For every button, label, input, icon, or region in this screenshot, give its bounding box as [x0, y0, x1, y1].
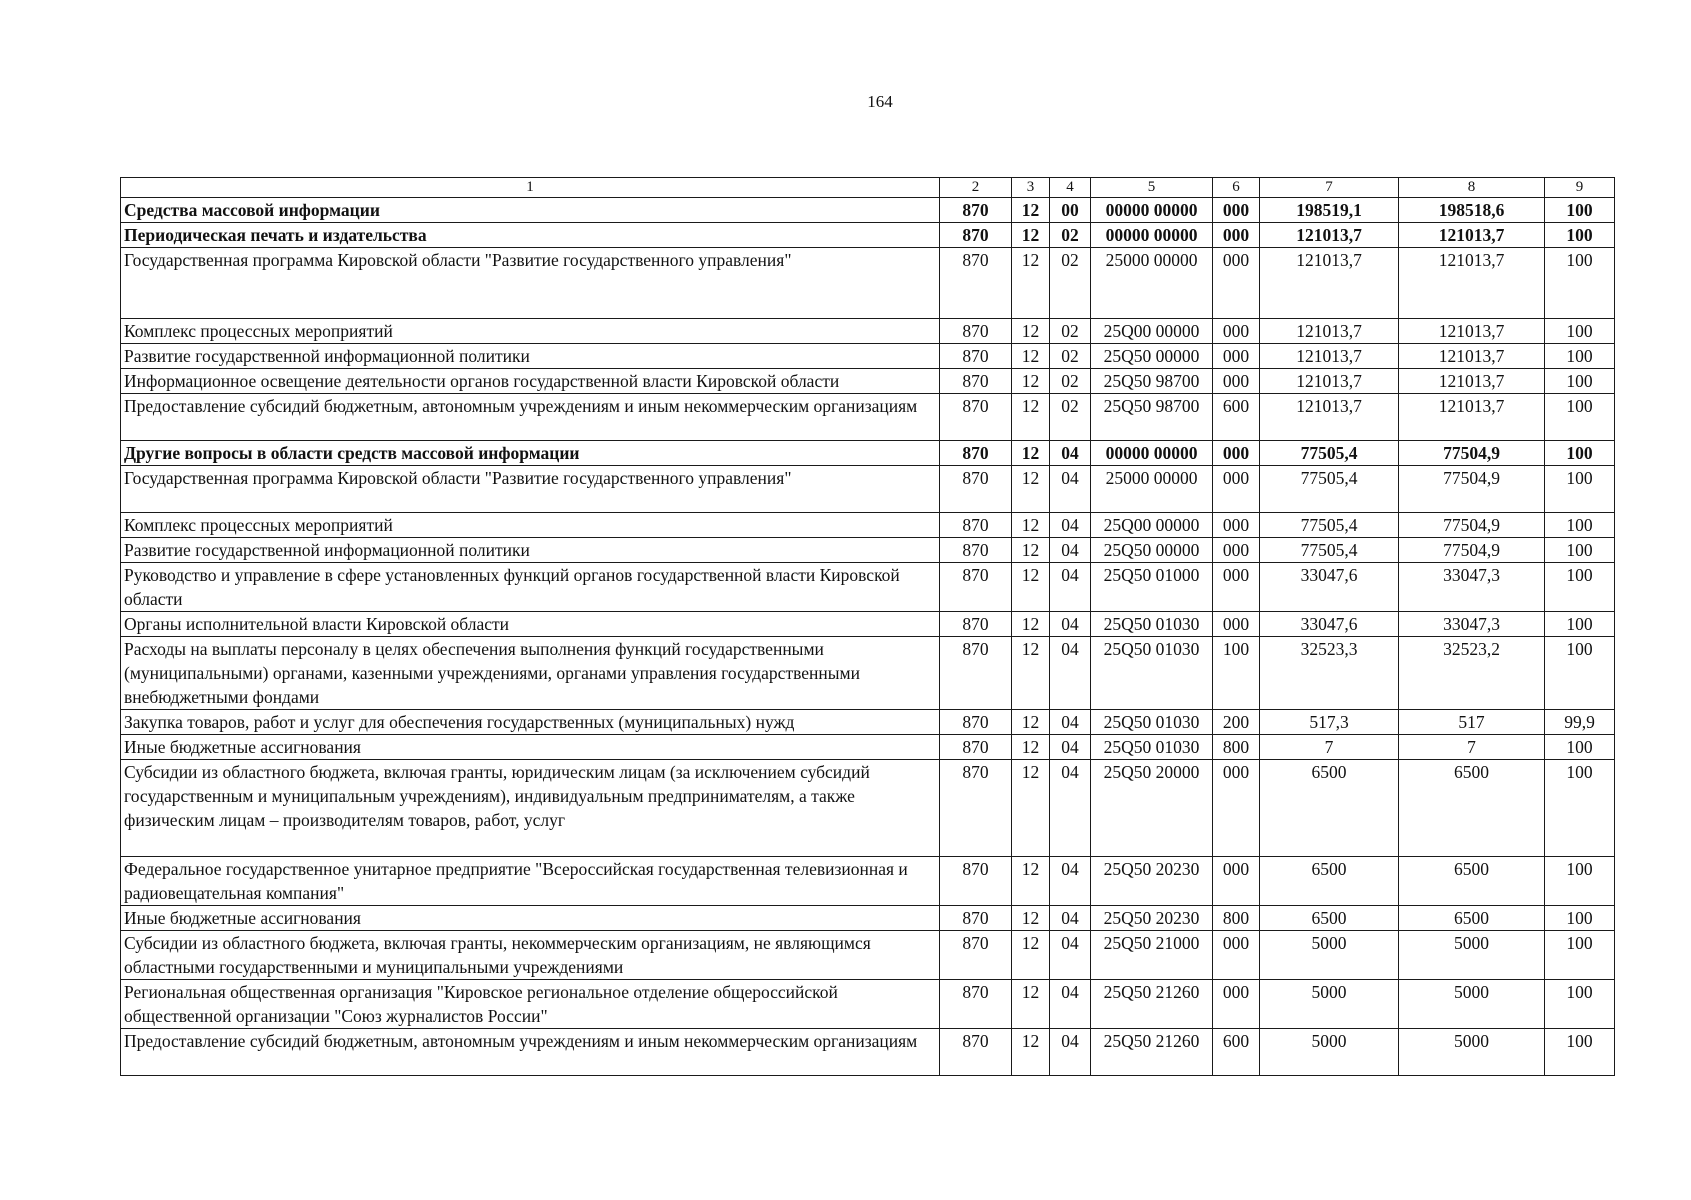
- table-row: [121, 735, 1615, 760]
- section-code: 12: [1012, 637, 1050, 710]
- row-name: Государственная программа Кировской области "Развитие государственного управления": [121, 248, 940, 319]
- table-row: [121, 637, 1615, 710]
- row-name: Другие вопросы в области средств массовой информации: [121, 441, 940, 466]
- execution-percent: 100: [1545, 369, 1615, 394]
- table-row: [121, 906, 1615, 931]
- executed-amount: 6500: [1399, 760, 1545, 857]
- expense-type-code: 000: [1213, 248, 1260, 319]
- chapter-code: 870: [940, 538, 1012, 563]
- executed-amount: 121013,7: [1399, 394, 1545, 441]
- expense-type-code: 000: [1213, 538, 1260, 563]
- subsection-code: 02: [1050, 248, 1091, 319]
- target-article-code: 25Q50 98700: [1091, 369, 1213, 394]
- subsection-code: 04: [1050, 466, 1091, 513]
- section-code: 12: [1012, 369, 1050, 394]
- subsection-code: 04: [1050, 441, 1091, 466]
- execution-percent: 100: [1545, 906, 1615, 931]
- row-name: Развитие государственной информационной политики: [121, 344, 940, 369]
- row-name: Развитие государственной информационной политики: [121, 538, 940, 563]
- section-code: 12: [1012, 760, 1050, 857]
- execution-percent: 100: [1545, 344, 1615, 369]
- subsection-code: 04: [1050, 513, 1091, 538]
- planned-amount: 77505,4: [1260, 466, 1399, 513]
- execution-percent: 100: [1545, 319, 1615, 344]
- expense-type-code: 000: [1213, 319, 1260, 344]
- section-code: 12: [1012, 857, 1050, 906]
- table-row: [121, 466, 1615, 513]
- execution-percent: 100: [1545, 248, 1615, 319]
- chapter-code: 870: [940, 1029, 1012, 1076]
- target-article-code: 25Q50 20230: [1091, 857, 1213, 906]
- planned-amount: 6500: [1260, 760, 1399, 857]
- planned-amount: 33047,6: [1260, 612, 1399, 637]
- section-code: 12: [1012, 931, 1050, 980]
- execution-percent: 100: [1545, 735, 1615, 760]
- executed-amount: 6500: [1399, 906, 1545, 931]
- expense-type-code: 000: [1213, 466, 1260, 513]
- subsection-code: 02: [1050, 369, 1091, 394]
- planned-amount: 517,3: [1260, 710, 1399, 735]
- subsection-code: 04: [1050, 857, 1091, 906]
- planned-amount: 32523,3: [1260, 637, 1399, 710]
- table-row: [121, 857, 1615, 906]
- target-article-code: 25Q50 01030: [1091, 612, 1213, 637]
- subsection-code: 04: [1050, 760, 1091, 857]
- executed-amount: 121013,7: [1399, 319, 1545, 344]
- chapter-code: 870: [940, 319, 1012, 344]
- executed-amount: 77504,9: [1399, 466, 1545, 513]
- executed-amount: 32523,2: [1399, 637, 1545, 710]
- column-header: 9: [1545, 178, 1615, 198]
- row-name: Органы исполнительной власти Кировской области: [121, 612, 940, 637]
- row-name: Расходы на выплаты персоналу в целях обеспечения выполнения функций государственными (муниципальными) органами, казенными учреждениями, органами управления государственными внебюджетными фондами: [121, 637, 940, 710]
- section-code: 12: [1012, 441, 1050, 466]
- section-code: 12: [1012, 612, 1050, 637]
- expense-type-code: 000: [1213, 931, 1260, 980]
- column-header: 7: [1260, 178, 1399, 198]
- planned-amount: 7: [1260, 735, 1399, 760]
- chapter-code: 870: [940, 369, 1012, 394]
- executed-amount: 7: [1399, 735, 1545, 760]
- table-row: [121, 980, 1615, 1029]
- execution-percent: 100: [1545, 931, 1615, 980]
- execution-percent: 100: [1545, 612, 1615, 637]
- planned-amount: 77505,4: [1260, 441, 1399, 466]
- planned-amount: 121013,7: [1260, 394, 1399, 441]
- expense-type-code: 000: [1213, 513, 1260, 538]
- chapter-code: 870: [940, 906, 1012, 931]
- target-article-code: 00000 00000: [1091, 223, 1213, 248]
- target-article-code: 25Q50 21260: [1091, 1029, 1213, 1076]
- target-article-code: 25Q50 98700: [1091, 394, 1213, 441]
- table-row: [121, 369, 1615, 394]
- table-row: [121, 513, 1615, 538]
- executed-amount: 121013,7: [1399, 369, 1545, 394]
- target-article-code: 25Q50 20230: [1091, 906, 1213, 931]
- planned-amount: 5000: [1260, 980, 1399, 1029]
- executed-amount: 5000: [1399, 931, 1545, 980]
- target-article-code: 00000 00000: [1091, 198, 1213, 223]
- planned-amount: 6500: [1260, 857, 1399, 906]
- subsection-code: 04: [1050, 563, 1091, 612]
- chapter-code: 870: [940, 857, 1012, 906]
- table-row: [121, 223, 1615, 248]
- row-name: Иные бюджетные ассигнования: [121, 906, 940, 931]
- target-article-code: 25000 00000: [1091, 248, 1213, 319]
- subsection-code: 04: [1050, 931, 1091, 980]
- expense-type-code: 000: [1213, 369, 1260, 394]
- executed-amount: 5000: [1399, 980, 1545, 1029]
- row-name: Субсидии из областного бюджета, включая гранты, некоммерческим организациям, не являющимся областными государственными и муниципальными учреждениями: [121, 931, 940, 980]
- column-header: 4: [1050, 178, 1091, 198]
- section-code: 12: [1012, 735, 1050, 760]
- planned-amount: 121013,7: [1260, 369, 1399, 394]
- subsection-code: 04: [1050, 710, 1091, 735]
- section-code: 12: [1012, 466, 1050, 513]
- section-code: 12: [1012, 563, 1050, 612]
- row-name: Информационное освещение деятельности органов государственной власти Кировской области: [121, 369, 940, 394]
- target-article-code: 25Q50 21260: [1091, 980, 1213, 1029]
- executed-amount: 121013,7: [1399, 223, 1545, 248]
- execution-percent: 100: [1545, 1029, 1615, 1076]
- executed-amount: 517: [1399, 710, 1545, 735]
- planned-amount: 5000: [1260, 931, 1399, 980]
- table-row: [121, 760, 1615, 857]
- header-row: [121, 178, 1615, 198]
- target-article-code: 25Q50 01000: [1091, 563, 1213, 612]
- executed-amount: 77504,9: [1399, 513, 1545, 538]
- executed-amount: 5000: [1399, 1029, 1545, 1076]
- chapter-code: 870: [940, 735, 1012, 760]
- chapter-code: 870: [940, 931, 1012, 980]
- table-row: [121, 1029, 1615, 1076]
- chapter-code: 870: [940, 223, 1012, 248]
- table-row: [121, 441, 1615, 466]
- expense-type-code: 000: [1213, 563, 1260, 612]
- executed-amount: 77504,9: [1399, 538, 1545, 563]
- executed-amount: 121013,7: [1399, 344, 1545, 369]
- executed-amount: 33047,3: [1399, 563, 1545, 612]
- table-row: [121, 394, 1615, 441]
- execution-percent: 100: [1545, 394, 1615, 441]
- executed-amount: 6500: [1399, 857, 1545, 906]
- row-name: Средства массовой информации: [121, 198, 940, 223]
- table-row: [121, 248, 1615, 319]
- section-code: 12: [1012, 513, 1050, 538]
- target-article-code: 25Q50 01030: [1091, 710, 1213, 735]
- subsection-code: 02: [1050, 394, 1091, 441]
- target-article-code: 25Q50 20000: [1091, 760, 1213, 857]
- chapter-code: 870: [940, 563, 1012, 612]
- expense-type-code: 000: [1213, 612, 1260, 637]
- subsection-code: 04: [1050, 980, 1091, 1029]
- column-header: 6: [1213, 178, 1260, 198]
- execution-percent: 100: [1545, 538, 1615, 563]
- planned-amount: 77505,4: [1260, 538, 1399, 563]
- row-name: Федеральное государственное унитарное предприятие "Всероссийская государственная телевизионная и радиовещательная компания": [121, 857, 940, 906]
- expense-type-code: 000: [1213, 198, 1260, 223]
- planned-amount: 6500: [1260, 906, 1399, 931]
- subsection-code: 04: [1050, 906, 1091, 931]
- table-row: [121, 319, 1615, 344]
- chapter-code: 870: [940, 710, 1012, 735]
- execution-percent: 100: [1545, 760, 1615, 857]
- chapter-code: 870: [940, 394, 1012, 441]
- table-row: [121, 198, 1615, 223]
- chapter-code: 870: [940, 760, 1012, 857]
- column-header: 5: [1091, 178, 1213, 198]
- table-row: [121, 344, 1615, 369]
- row-name: Комплекс процессных мероприятий: [121, 513, 940, 538]
- target-article-code: 25000 00000: [1091, 466, 1213, 513]
- target-article-code: 25Q50 00000: [1091, 538, 1213, 563]
- expense-type-code: 600: [1213, 1029, 1260, 1076]
- section-code: 12: [1012, 319, 1050, 344]
- section-code: 12: [1012, 906, 1050, 931]
- row-name: Субсидии из областного бюджета, включая гранты, юридическим лицам (за исключением субсидий государственным и муниципальным учреждениям), индивидуальным предпринимателям, а также физическим лицам – производителям товаров, работ, услуг: [121, 760, 940, 857]
- subsection-code: 00: [1050, 198, 1091, 223]
- chapter-code: 870: [940, 344, 1012, 369]
- target-article-code: 25Q50 21000: [1091, 931, 1213, 980]
- target-article-code: 25Q50 01030: [1091, 637, 1213, 710]
- execution-percent: 100: [1545, 198, 1615, 223]
- expense-type-code: 000: [1213, 223, 1260, 248]
- subsection-code: 04: [1050, 538, 1091, 563]
- planned-amount: 121013,7: [1260, 344, 1399, 369]
- target-article-code: 25Q50 01030: [1091, 735, 1213, 760]
- planned-amount: 5000: [1260, 1029, 1399, 1076]
- section-code: 12: [1012, 223, 1050, 248]
- executed-amount: 121013,7: [1399, 248, 1545, 319]
- row-name: Государственная программа Кировской области "Развитие государственного управления": [121, 466, 940, 513]
- expense-type-code: 800: [1213, 906, 1260, 931]
- chapter-code: 870: [940, 513, 1012, 538]
- section-code: 12: [1012, 1029, 1050, 1076]
- row-name: Закупка товаров, работ и услуг для обеспечения государственных (муниципальных) нужд: [121, 710, 940, 735]
- subsection-code: 04: [1050, 612, 1091, 637]
- row-name: Предоставление субсидий бюджетным, автономным учреждениям и иным некоммерческим организациям: [121, 1029, 940, 1076]
- subsection-code: 04: [1050, 735, 1091, 760]
- section-code: 12: [1012, 198, 1050, 223]
- expense-type-code: 000: [1213, 980, 1260, 1029]
- expense-type-code: 000: [1213, 344, 1260, 369]
- execution-percent: 100: [1545, 637, 1615, 710]
- execution-percent: 100: [1545, 857, 1615, 906]
- row-name: Иные бюджетные ассигнования: [121, 735, 940, 760]
- execution-percent: 100: [1545, 223, 1615, 248]
- table-row: [121, 612, 1615, 637]
- chapter-code: 870: [940, 980, 1012, 1029]
- subsection-code: 02: [1050, 319, 1091, 344]
- column-header: 3: [1012, 178, 1050, 198]
- subsection-code: 02: [1050, 344, 1091, 369]
- section-code: 12: [1012, 394, 1050, 441]
- planned-amount: 77505,4: [1260, 513, 1399, 538]
- expense-type-code: 100: [1213, 637, 1260, 710]
- column-header: 8: [1399, 178, 1545, 198]
- row-name: Руководство и управление в сфере установленных функций органов государственной власти Кировской области: [121, 563, 940, 612]
- section-code: 12: [1012, 710, 1050, 735]
- chapter-code: 870: [940, 198, 1012, 223]
- section-code: 12: [1012, 538, 1050, 563]
- section-code: 12: [1012, 344, 1050, 369]
- row-name: Периодическая печать и издательства: [121, 223, 940, 248]
- table-row: [121, 931, 1615, 980]
- subsection-code: 02: [1050, 223, 1091, 248]
- table-row: [121, 563, 1615, 612]
- target-article-code: 25Q00 00000: [1091, 319, 1213, 344]
- section-code: 12: [1012, 248, 1050, 319]
- execution-percent: 100: [1545, 441, 1615, 466]
- planned-amount: 33047,6: [1260, 563, 1399, 612]
- chapter-code: 870: [940, 612, 1012, 637]
- chapter-code: 870: [940, 637, 1012, 710]
- planned-amount: 121013,7: [1260, 223, 1399, 248]
- planned-amount: 121013,7: [1260, 248, 1399, 319]
- planned-amount: 198519,1: [1260, 198, 1399, 223]
- target-article-code: 25Q00 00000: [1091, 513, 1213, 538]
- expense-type-code: 800: [1213, 735, 1260, 760]
- chapter-code: 870: [940, 466, 1012, 513]
- section-code: 12: [1012, 980, 1050, 1029]
- execution-percent: 100: [1545, 980, 1615, 1029]
- execution-percent: 100: [1545, 563, 1615, 612]
- expense-type-code: 000: [1213, 760, 1260, 857]
- execution-percent: 100: [1545, 466, 1615, 513]
- row-name: Предоставление субсидий бюджетным, автономным учреждениям и иным некоммерческим организациям: [121, 394, 940, 441]
- table-body: [121, 198, 1615, 1076]
- column-header: 1: [121, 178, 940, 198]
- column-header: 2: [940, 178, 1012, 198]
- expense-type-code: 200: [1213, 710, 1260, 735]
- expense-type-code: 600: [1213, 394, 1260, 441]
- table-row: [121, 538, 1615, 563]
- chapter-code: 870: [940, 248, 1012, 319]
- executed-amount: 77504,9: [1399, 441, 1545, 466]
- row-name: Комплекс процессных мероприятий: [121, 319, 940, 344]
- expense-type-code: 000: [1213, 441, 1260, 466]
- chapter-code: 870: [940, 441, 1012, 466]
- execution-percent: 100: [1545, 513, 1615, 538]
- executed-amount: 33047,3: [1399, 612, 1545, 637]
- subsection-code: 04: [1050, 1029, 1091, 1076]
- subsection-code: 04: [1050, 637, 1091, 710]
- target-article-code: 25Q50 00000: [1091, 344, 1213, 369]
- target-article-code: 00000 00000: [1091, 441, 1213, 466]
- planned-amount: 121013,7: [1260, 319, 1399, 344]
- expense-type-code: 000: [1213, 857, 1260, 906]
- executed-amount: 198518,6: [1399, 198, 1545, 223]
- page-number: 164: [867, 92, 893, 111]
- table-row: [121, 710, 1615, 735]
- row-name: Региональная общественная организация "Кировское региональное отделение общероссийской общественной организации "Союз журналистов России": [121, 980, 940, 1029]
- execution-percent: 99,9: [1545, 710, 1615, 735]
- budget-table: [120, 177, 1615, 1076]
